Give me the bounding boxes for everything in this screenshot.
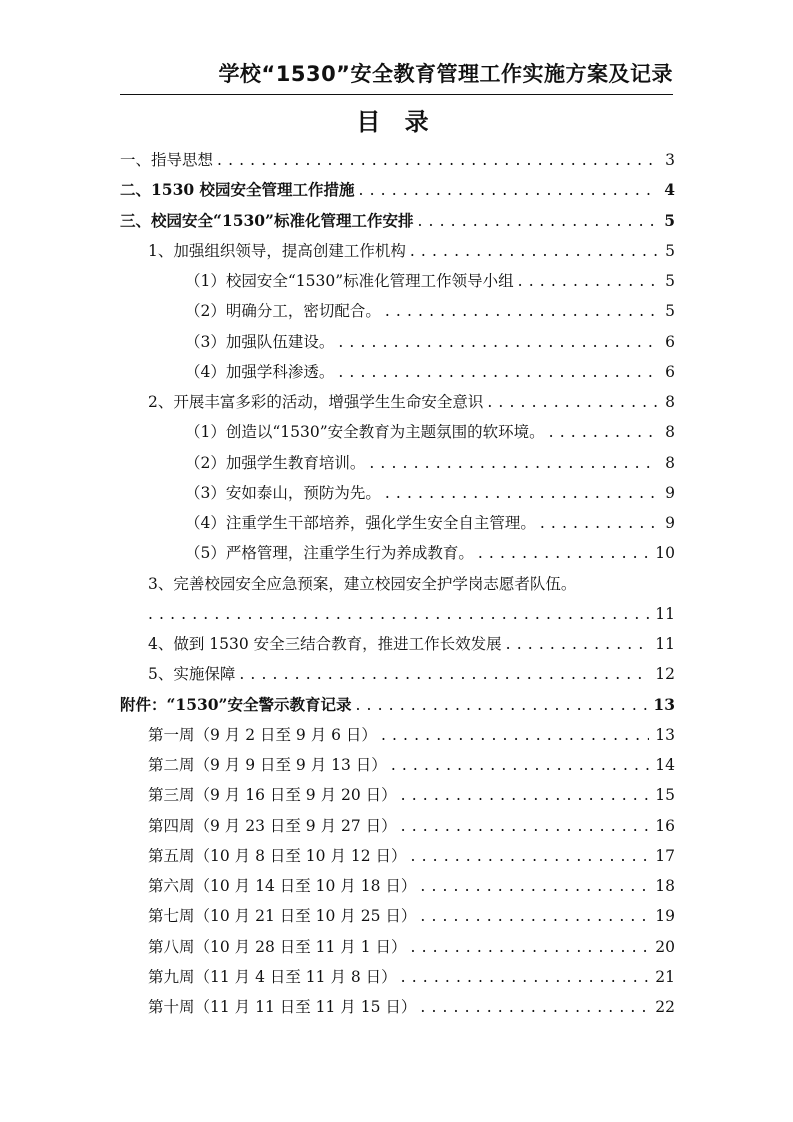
toc-entry[interactable]: 第八周（10 月 28 日至 11 月 1 日） . . . 20: [120, 932, 675, 962]
toc-entry[interactable]: 一、指导思想 . . . 3: [120, 145, 675, 175]
toc-entry[interactable]: 2、开展丰富多彩的活动，增强学生生命安全意识 . . . 8: [120, 387, 675, 417]
table-of-contents: [120, 145, 675, 1022]
toc-entry[interactable]: （3）加强队伍建设。 . . . 6: [120, 327, 675, 357]
toc-entry[interactable]: （5）严格管理，注重学生行为养成教育。 . . . 10: [120, 538, 675, 568]
toc-title: 目 录: [356, 108, 437, 136]
toc-entry[interactable]: （1）创造以“1530”安全教育为主题氛围的软环境。 . . . 8: [120, 417, 675, 447]
toc-entry[interactable]: 第一周（9 月 2 日至 9 月 6 日） . . . 13: [120, 720, 675, 750]
toc-entry[interactable]: （4）注重学生干部培养，强化学生安全自主管理。 . . . 9: [120, 508, 675, 538]
toc-entry[interactable]: （2）加强学生教育培训。 . . . 8: [120, 448, 675, 478]
toc-entry[interactable]: 4、做到 1530 安全三结合教育，推进工作长效发展 . . . 11: [120, 629, 675, 659]
toc-entry[interactable]: 第三周（9 月 16 日至 9 月 20 日） . . . 15: [120, 780, 675, 810]
toc-entry[interactable]: 第九周（11 月 4 日至 11 月 8 日） . . . 21: [120, 962, 675, 992]
toc-entry[interactable]: 二、1530 校园安全管理工作措施 . . . 4: [120, 175, 675, 205]
toc-entry[interactable]: （1）校园安全“1530”标准化管理工作领导小组 . . . 5: [120, 266, 675, 296]
toc-entry[interactable]: 第六周（10 月 14 日至 10 月 18 日） . . . 18: [120, 871, 675, 901]
toc-entry[interactable]: （2）明确分工，密切配合。 . . . 5: [120, 296, 675, 326]
toc-entry[interactable]: 三、校园安全“1530”标准化管理工作安排 . . . 5: [120, 206, 675, 236]
toc-entry[interactable]: 5、实施保障 . . . 12: [120, 659, 675, 689]
toc-entry[interactable]: （3）安如泰山，预防为先。 . . . 9: [120, 478, 675, 508]
toc-entry-continuation[interactable]: . . . 11: [120, 599, 675, 629]
toc-entry[interactable]: 第二周（9 月 9 日至 9 月 13 日） . . . 14: [120, 750, 675, 780]
toc-entry[interactable]: 第十周（11 月 11 日至 11 月 15 日） . . . 22: [120, 992, 675, 1022]
toc-entry[interactable]: 第四周（9 月 23 日至 9 月 27 日） . . . 16: [120, 811, 675, 841]
toc-entry[interactable]: 3、完善校园安全应急预案，建立校园安全护学岗志愿者队伍。: [148, 574, 577, 593]
toc-entry[interactable]: 第五周（10 月 8 日至 10 月 12 日） . . . 17: [120, 841, 675, 871]
toc-entry[interactable]: 1、加强组织领导，提高创建工作机构 . . . 5: [120, 236, 675, 266]
toc-entry[interactable]: 第七周（10 月 21 日至 10 月 25 日） . . . 19: [120, 901, 675, 931]
document-header-title: 学校“1530”安全教育管理工作实施方案及记录: [218, 62, 673, 86]
toc-entry[interactable]: 附件：“1530”安全警示教育记录 . . . 13: [120, 690, 675, 720]
toc-entry[interactable]: （4）加强学科渗透。 . . . 6: [120, 357, 675, 387]
header-rule: [120, 94, 673, 95]
